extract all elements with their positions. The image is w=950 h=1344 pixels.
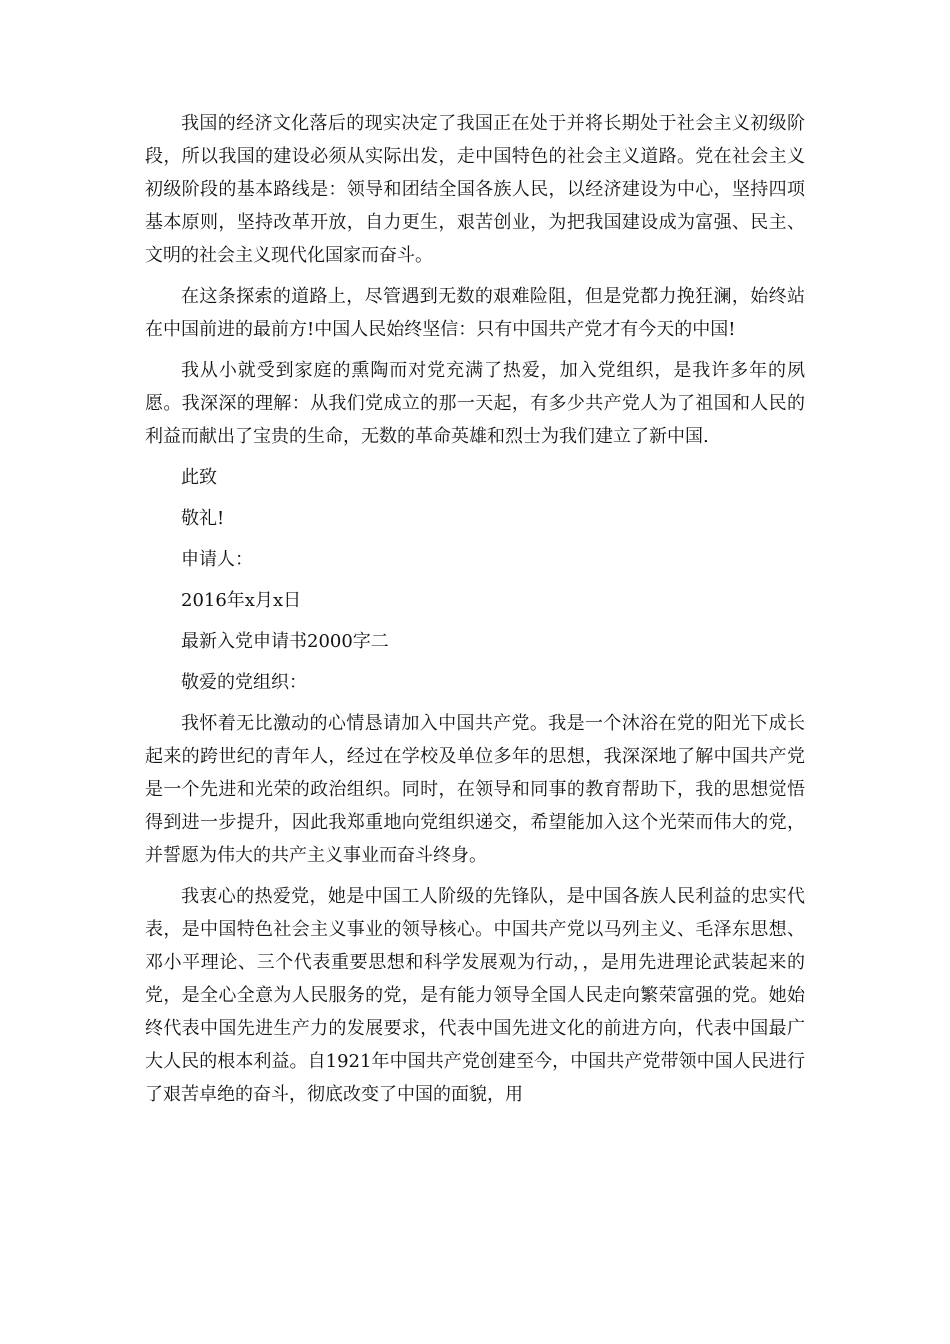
paragraph-primary-stage: 我国的经济文化落后的现实决定了我国正在处于并将长期处于社会主义初级阶段，所以我国的建设必须从实际出发，走中国特色的社会主义道路。党在社会主义初级阶段的基本路线是：领导和团结全国各族人民，以经济建设为中心，坚持四项基本原则，坚持改革开放，自力更生，艰苦创业，为把我国建设成为富强、民主、文明的社会主义现代化国家而奋斗。 bbox=[145, 113, 805, 266]
letter-greeting: 敬爱的党组织： bbox=[181, 672, 307, 693]
paragraph-application-intent: 我怀着无比激动的心情恳请加入中国共产党。我是一个沐浴在党的阳光下成长起来的跨世纪的青年人，经过在学校及单位多年的思想，我深深地了解中国共产党是一个先进和光荣的政治组织。同时，在领导和同事的教育帮助下，我的思想觉悟得到进一步提升，因此我郑重地向党组织递交，希望能加入这个光荣而伟大的党，并誓愿为伟大的共产主义事业而奋斗终身。 bbox=[145, 713, 805, 866]
closing-salutation: 此致 bbox=[181, 467, 217, 488]
letter-date: 2016年x月x日 bbox=[181, 590, 302, 611]
paragraph-exploration-road: 在这条探索的道路上，尽管遇到无数的艰难险阻，但是党都力挽狂澜，始终站在中国前进的最前方!中国人民始终坚信：只有中国共产党才有今天的中国! bbox=[145, 286, 805, 340]
paragraph-childhood-love: 我从小就受到家庭的熏陶而对党充满了热爱，加入党组织，是我许多年的夙愿。我深深的理解：从我们党成立的那一天起，有多少共产党人为了祖国和人民的利益而献出了宝贵的生命，无数的革命英雄和烈士为我们建立了新中国. bbox=[145, 360, 805, 447]
section-title: 最新入党申请书2000字二 bbox=[181, 631, 389, 652]
applicant-label: 申请人： bbox=[181, 549, 253, 570]
closing-respect: 敬礼! bbox=[181, 508, 225, 529]
document-body bbox=[145, 107, 805, 1119]
paragraph-love-for-party: 我衷心的热爱党，她是中国工人阶级的先锋队，是中国各族人民利益的忠实代表，是中国特色社会主义事业的领导核心。中国共产党以马列主义、毛泽东思想、邓小平理论、三个代表重要思想和科学发展观为行动，，是用先进理论武装起来的党，是全心全意为人民服务的党，是有能力领导全国人民走向繁荣富强的党。她始终代表中国先进生产力的发展要求，代表中国先进文化的前进方向，代表中国最广大人民的根本利益。自1921年中国共产党创建至今，中国共产党带领中国人民进行了艰苦卓绝的奋斗，彻底改变了中国的面貌，用 bbox=[145, 886, 805, 1105]
